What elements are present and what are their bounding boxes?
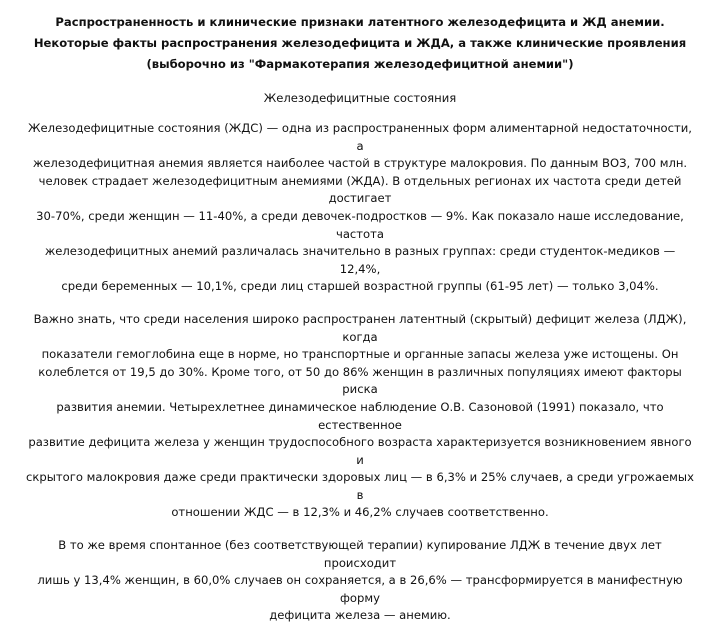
paragraph-3-line-3: дефицита железа — анемию.: [269, 608, 451, 623]
document-header: [26, 12, 694, 75]
section-title: Железодефицитные состояния: [263, 91, 457, 105]
paragraph-2: [26, 311, 694, 522]
header-line-2: Некоторые факты распространения железодефицита и ЖДА, а также клинические проявления: [33, 36, 687, 50]
paragraph-1-line-2: железодефицитная анемия является наиболее частой в структуре малокровия. По данным ВОЗ, 700 млн.: [32, 156, 688, 171]
paragraph-2-line-6: скрытого малокровия даже среди практически здоровых лиц — в 6,3% и 25% случаев, а среди угрожаемых в: [26, 470, 694, 502]
paragraph-2-line-2: показатели гемоглобина еще в норме, но транспортные и органные запасы железа уже истощены. Он: [41, 347, 679, 362]
paragraph-3-line-1: В то же время спонтанное (без соответствующей терапии) купирование ЛДЖ в течение двух лет происходит: [58, 538, 662, 570]
paragraph-1-line-5: железодефицитных анемий различалась значительно в разных группах: среди студенток-медиков — 12,4%,: [44, 244, 676, 276]
paragraph-2-line-4: развития анемии. Четырехлетнее динамическое наблюдение О.В. Сазоновой (1991) показало, что естественное: [56, 399, 664, 432]
paragraph-1-line-1: Железодефицитные состояния (ЖДС) — одна из распространенных форм алиментарной недостаточности, а: [28, 121, 692, 153]
paragraph-1-line-6: среди беременных — 10,1%, среди лиц старшей возрастной группы (61-95 лет) — только 3,04%.: [61, 279, 659, 294]
paragraph-1-line-4: 30-70%, среди женщин — 11-40%, а среди девочек-подростков — 9%. Как показало наше исследование, частота: [36, 208, 684, 241]
paragraph-2-line-7: отношении ЖДС — в 12,3% и 46,2% случаев соответственно.: [171, 505, 549, 520]
paragraph-3: [26, 537, 694, 625]
paragraph-1: [26, 120, 694, 296]
paragraph-2-line-3: колеблется от 19,5 до 30%. Кроме того, от 50 до 86% женщин в различных популяциях имеют факторы риска: [38, 364, 682, 397]
header-line-1: Распространенность и клинические признаки латентного железодефицита и ЖД анемии.: [55, 15, 665, 29]
header-line-3: (выборочно из "Фармакотерапия железодефицитной анемии"): [146, 57, 574, 71]
paragraph-1-line-3: человек страдает железодефицитным анемиями (ЖДА). В отдельных регионах их частота среди детей достигает: [38, 173, 682, 206]
paragraph-2-line-1: Важно знать, что среди населения широко распространен латентный (скрытый) дефицит железа (ЛДЖ), когда: [33, 311, 687, 344]
paragraph-2-line-5: развитие дефицита железа у женщин трудоспособного возраста характеризуется возникновением явного и: [28, 435, 692, 467]
paragraph-3-line-2: лишь у 13,4% женщин, в 60,0% случаев он сохраняется, а в 26,6% — трансформируется в манифестную форму: [37, 573, 683, 605]
